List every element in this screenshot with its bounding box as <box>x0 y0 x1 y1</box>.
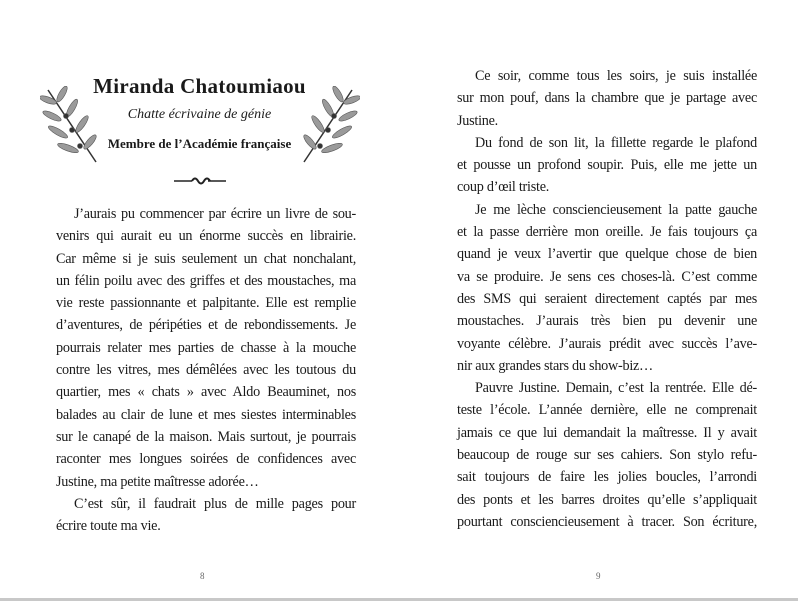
text-line: C’est sûr, il faudrait plus de mille pages pour <box>74 495 356 512</box>
text-line: J’aurais pu commencer par écrire un livre de sou- <box>74 206 356 222</box>
text-line: contre les vitres, mes démêlées avec les toutous du <box>56 362 356 379</box>
text-line: raconter mes longues soirées de confidences avec <box>56 451 356 468</box>
page-text <box>457 65 757 533</box>
text-line: venirs qui aurait eu un énorme succès en librairie. <box>56 228 356 245</box>
text-line: nir aux grandes stars du show-biz… <box>457 357 653 374</box>
text-line: Pauvre Justine. Demain, c’est la rentrée. Elle dé- <box>475 380 757 397</box>
text-line: Je me lèche consciencieusement la patte gauche <box>475 201 757 218</box>
text-line: et la passe derrière mon oreille. Je fais toujours ça <box>457 224 757 241</box>
text-line: Justine, ma petite maîtresse adorée… <box>56 473 259 490</box>
right-page <box>399 0 798 598</box>
text-line: quand je veux l’avertir que quelque chose de bien <box>457 246 757 263</box>
text-line: des SMS qui seraient directement captés par mes <box>457 290 757 307</box>
text-line: Du fond de son lit, la fillette regarde le plafond <box>475 134 757 151</box>
text-line: Car même si je suis seulement un chat nonchalant, <box>56 250 356 267</box>
text-line: va se produire. Je sens ces choses-là. C’est comme <box>457 268 757 285</box>
text-line: d’aventures, de péripéties et de rebondissements. Je <box>56 317 356 334</box>
text-line: vie reste passionnante et palpitante. Elle est remplie <box>56 295 356 312</box>
text-line: Justine. <box>457 112 498 129</box>
author-name: Miranda Chatoumiaou <box>93 74 306 98</box>
text-line: Ce soir, comme tous les soirs, je suis installée <box>475 68 757 84</box>
author-subtitle: Chatte écrivaine de génie <box>127 107 272 122</box>
page-number: 8 <box>200 571 205 581</box>
text-line: jamais ce que lui demandait la maîtresse. Il y avait <box>457 424 757 441</box>
text-line: des ponts et les barres droites qu’elle s’appliquait <box>457 491 757 508</box>
page-number: 9 <box>596 571 601 581</box>
text-line: sur le canapé de la maison. Mais surtout, je pourrais <box>56 428 356 445</box>
text-line: balades au clair de lune et mes siestes interminables <box>56 406 356 423</box>
text-line: pourrais relater mes parties de chasse à la mouche <box>56 339 356 356</box>
text-line: quartier, mes « chats » avec Aldo Beauminet, nos <box>56 384 356 401</box>
text-line: écrire toute ma vie. <box>56 518 161 535</box>
text-line: sait toujours de faire les jolies boucles, l’arrondi <box>457 469 757 486</box>
text-line: coup d’œil triste. <box>457 179 550 196</box>
text-line: beaucoup de rouge sur ses cahiers. Son stylo refu- <box>457 447 757 464</box>
text-line: voyante célèbre. J’aurais prédit avec succès l’ave- <box>457 335 757 352</box>
text-line: et pousse un profond soupir. Puis, elle me jette un <box>457 157 757 174</box>
ornament-divider-icon <box>172 175 228 187</box>
page-text <box>56 203 356 537</box>
text-line: teste l’école. L’année dernière, elle ne comprenait <box>457 402 757 419</box>
text-line: pourtant consciencieusement à tracer. Son écriture, <box>457 513 757 530</box>
text-line: un félin poilu avec des griffes et des moustaches, ma <box>56 272 356 289</box>
text-line: moustaches. J’aurais très bien pu devenir une <box>457 313 757 330</box>
left-page <box>0 0 399 598</box>
text-line: sur mon pouf, dans la chambre que je partage avec <box>457 90 757 107</box>
author-membership: Membre de l’Académie française <box>107 136 292 151</box>
